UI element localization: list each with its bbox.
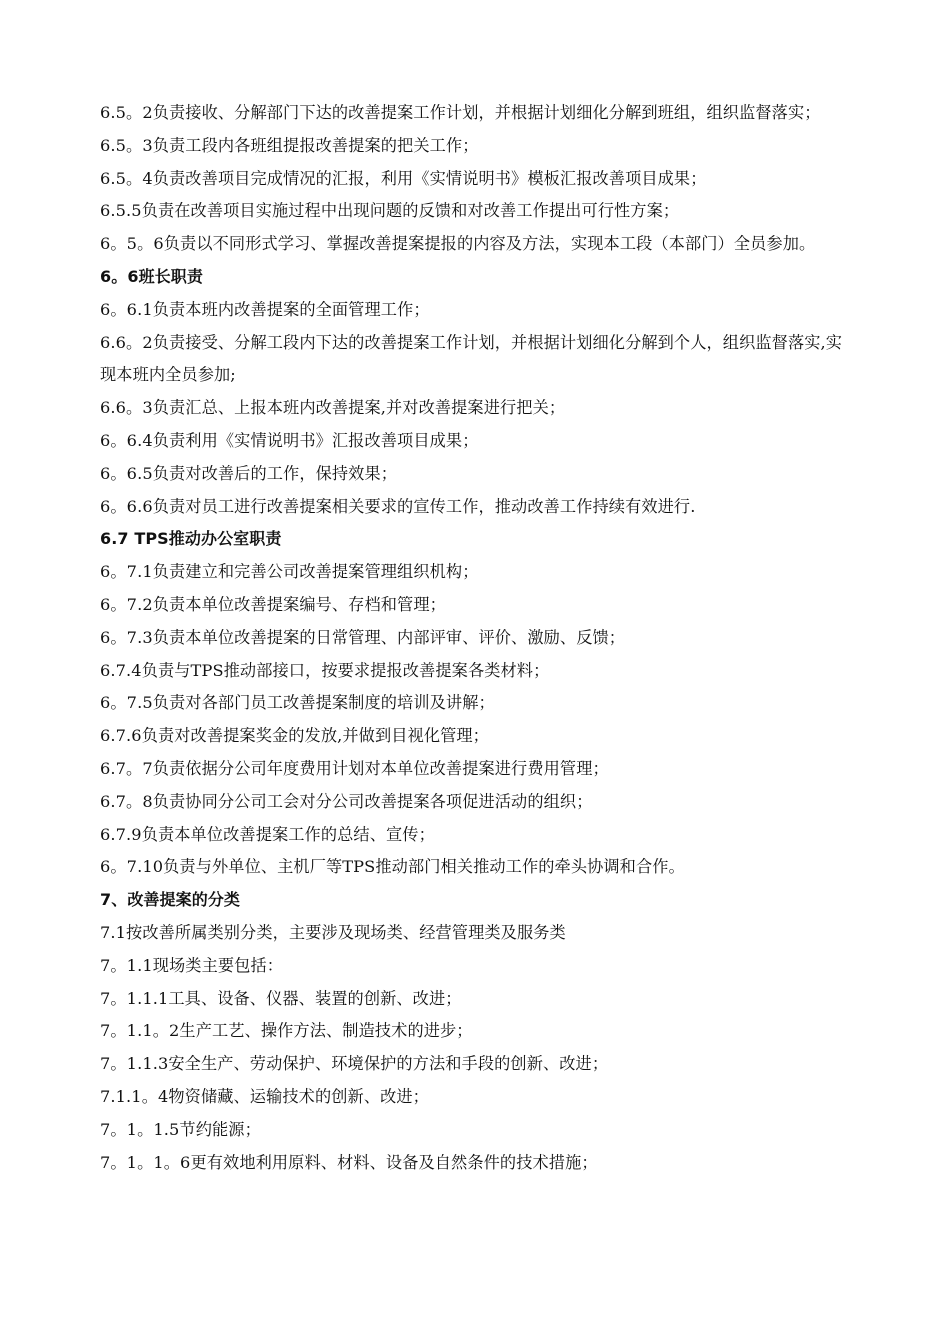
paragraph-7-1-1: 7。1.1现场类主要包括： — [100, 955, 284, 975]
paragraph-6-5-6: 6。5。6负责以不同形式学习、掌握改善提案提报的内容及方法，实现本工段（本部门）全员参加。 — [100, 234, 816, 254]
paragraph-6-7-4: 6.7.4负责与TPS推动部接口，按要求提报改善提案各类材料； — [100, 660, 550, 680]
paragraph-7-1-1-2: 7。1.1。2生产工艺、操作方法、制造技术的进步； — [100, 1021, 473, 1041]
paragraph-6-7-10: 6。7.10负责与外单位、主机厂等TPS推动部门相关推动工作的牵头协调和合作。 — [100, 857, 685, 877]
paragraph-6-7-6: 6.7.6负责对改善提案奖金的发放,并做到目视化管理； — [100, 726, 489, 746]
section-heading-6-7: 6.7 TPS推动办公室职责 — [100, 529, 282, 549]
paragraph-7-1-1-3: 7。1.1.3安全生产、劳动保护、环境保护的方法和手段的创新、改进； — [100, 1054, 609, 1074]
paragraph-7-1-1-5: 7。1。1.5节约能源； — [100, 1119, 261, 1139]
paragraph-6-7-9: 6.7.9负责本单位改善提案工作的总结、宣传； — [100, 824, 435, 844]
section-heading-6-6: 6。6班长职责 — [100, 266, 203, 286]
section-heading-7: 7、改善提案的分类 — [100, 890, 241, 910]
paragraph-6-7-1: 6。7.1负责建立和完善公司改善提案管理组织机构； — [100, 562, 479, 582]
paragraph-6-6-6: 6。6.6负责对员工进行改善提案相关要求的宣传工作，推动改善工作持续有效进行. — [100, 496, 696, 516]
paragraph-6-7-7: 6.7。7负责依据分公司年度费用计划对本单位改善提案进行费用管理； — [100, 758, 609, 778]
paragraph-7-1: 7.1按改善所属类别分类，主要涉及现场类、经营管理类及服务类 — [100, 922, 566, 942]
paragraph-6-5-5: 6.5.5负责在改善项目实施过程中出现问题的反馈和对改善工作提出可行性方案； — [100, 201, 680, 221]
paragraph-7-1-1-1: 7。1.1.1工具、设备、仪器、装置的创新、改进； — [100, 988, 462, 1008]
paragraph-6-6-5: 6。6.5负责对改善后的工作，保持效果； — [100, 463, 398, 483]
paragraph-6-5-4: 6.5。4负责改善项目完成情况的汇报，利用《实情说明书》模板汇报改善项目成果； — [100, 168, 707, 188]
paragraph-6-6-1: 6。6.1负责本班内改善提案的全面管理工作； — [100, 299, 430, 319]
paragraph-6-7-5: 6。7.5负责对各部门员工改善提案制度的培训及讲解； — [100, 693, 495, 713]
paragraph-6-6-4: 6。6.4负责利用《实情说明书》汇报改善项目成果； — [100, 430, 479, 450]
paragraph-6-5-3: 6.5。3负责工段内各班组提报改善提案的把关工作； — [100, 135, 479, 155]
paragraph-7-1-1-4: 7.1.1。4物资储藏、运输技术的创新、改进； — [100, 1086, 429, 1106]
paragraph-6-7-3: 6。7.3负责本单位改善提案的日常管理、内部评审、评价、激励、反馈； — [100, 627, 626, 647]
paragraph-6-7-8: 6.7。8负责协同分公司工会对分公司改善提案各项促进活动的组织； — [100, 791, 593, 811]
document-body — [100, 97, 856, 1179]
paragraph-6-6-3: 6.6。3负责汇总、上报本班内改善提案,并对改善提案进行把关； — [100, 398, 566, 418]
paragraph-6-5-2: 6.5。2负责接收、分解部门下达的改善提案工作计划，并根据计划细化分解到班组，组织监督落实； — [100, 103, 821, 122]
paragraph-6-7-2: 6。7.2负责本单位改善提案编号、存档和管理； — [100, 594, 446, 614]
paragraph-7-1-1-6: 7。1。1。6更有效地利用原料、材料、设备及自然条件的技术措施； — [100, 1152, 598, 1172]
paragraph-6-6-2: 6.6。2负责接受、分解工段内下达的改善提案工作计划，并根据计划细化分解到个人，组织监督落实,实现本班内全员参加; — [100, 332, 843, 385]
